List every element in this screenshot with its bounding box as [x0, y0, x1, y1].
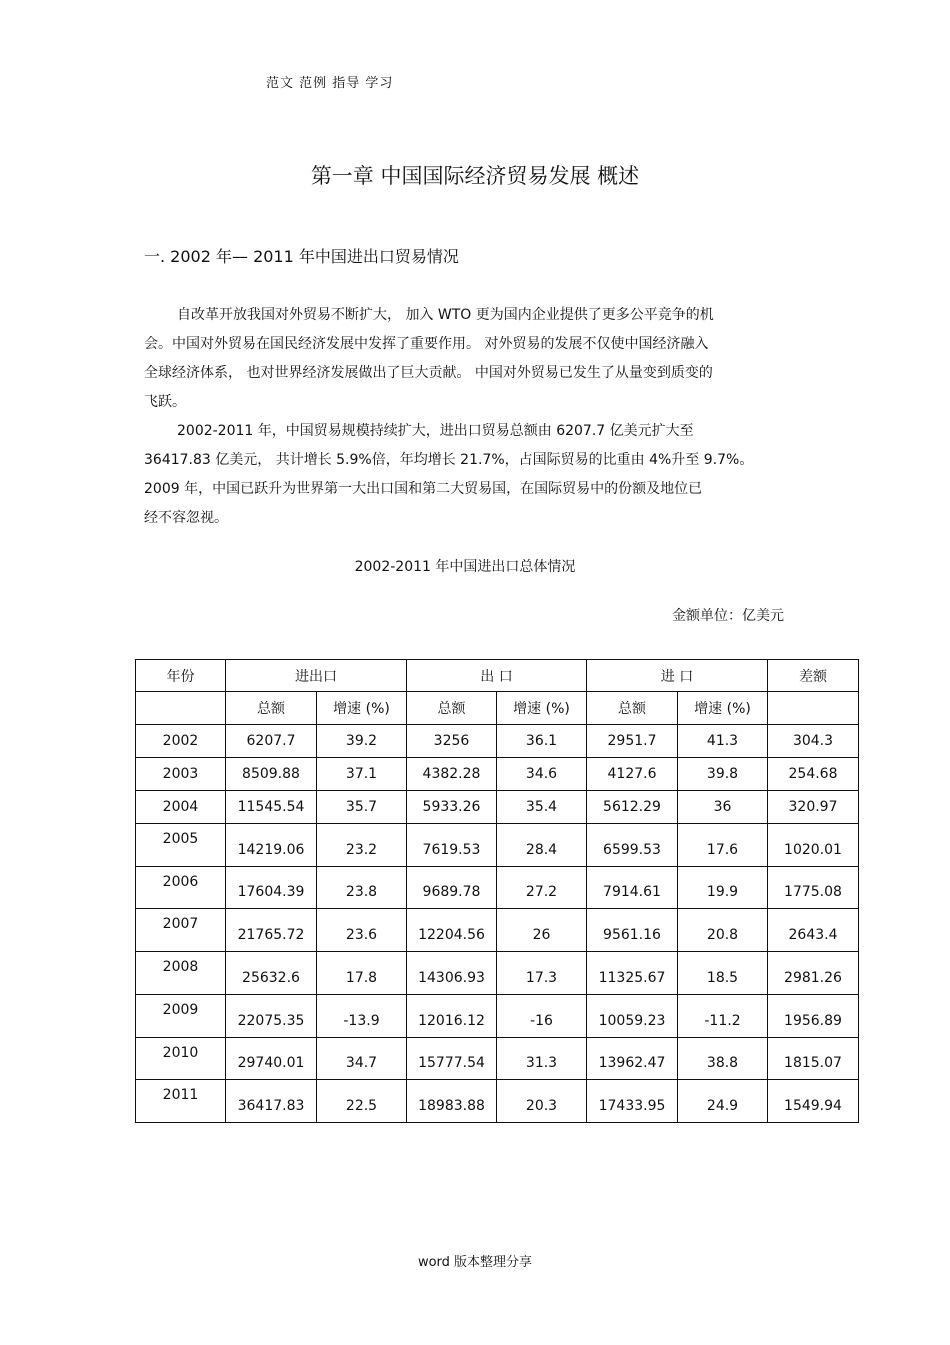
header-cell-total-trade: 进出口: [226, 660, 407, 692]
table-row: [136, 867, 859, 909]
year-cell: 2005: [136, 824, 226, 867]
sub-header-cell: 总额: [226, 692, 317, 725]
table-row: [136, 758, 859, 791]
section-heading: 一. 2002 年— 2011 年中国进出口贸易情况: [144, 247, 459, 266]
value-cell: 5612.29: [587, 791, 678, 824]
value-cell: 1549.94: [768, 1080, 859, 1123]
year-cell: 2004: [136, 791, 226, 824]
value-cell: 29740.01: [226, 1038, 317, 1080]
year-cell: 2002: [136, 725, 226, 758]
paragraph-line: 全球经济体系， 也对世界经济发展做出了巨大贡献。 中国对外贸易已发生了从量变到质变的: [144, 365, 713, 381]
value-cell: 14306.93: [407, 952, 497, 995]
year-cell: 2011: [136, 1080, 226, 1123]
table-caption: 2002-2011 年中国进出口总体情况: [354, 559, 576, 575]
value-cell: 34.6: [497, 758, 587, 791]
value-cell: 1956.89: [768, 995, 859, 1038]
value-cell: 41.3: [678, 725, 768, 758]
value-cell: 37.1: [317, 758, 407, 791]
value-cell: 35.4: [497, 791, 587, 824]
value-cell: 35.7: [317, 791, 407, 824]
paragraph-line: 2002-2011 年，中国贸易规模持续扩大，进出口贸易总额由 6207.7 亿美元扩大至: [177, 423, 694, 439]
value-cell: 17.3: [497, 952, 587, 995]
trade-table: [135, 659, 859, 1123]
value-cell: 12016.12: [407, 995, 497, 1038]
table-row: [136, 952, 859, 995]
value-cell: 27.2: [497, 867, 587, 909]
paragraph-line: 飞跃。: [144, 394, 186, 410]
value-cell: 1775.08: [768, 867, 859, 909]
table-row: [136, 1080, 859, 1123]
table-row: [136, 995, 859, 1038]
value-cell: -16: [497, 995, 587, 1038]
chapter-title: 第一章 中国国际经济贸易发展 概述: [310, 164, 640, 188]
value-cell: 2981.26: [768, 952, 859, 995]
year-cell: 2007: [136, 909, 226, 952]
value-cell: 24.9: [678, 1080, 768, 1123]
sub-header-cell: [136, 692, 226, 725]
value-cell: 11325.67: [587, 952, 678, 995]
table-group-header-row: [136, 660, 859, 692]
value-cell: 2643.4: [768, 909, 859, 952]
year-cell: 2009: [136, 995, 226, 1038]
value-cell: 36.1: [497, 725, 587, 758]
value-cell: 17604.39: [226, 867, 317, 909]
table-row: [136, 909, 859, 952]
sub-header-cell: 增速 (%): [497, 692, 587, 725]
sub-header-cell: [768, 692, 859, 725]
paragraph-line: 会。中国对外贸易在国民经济发展中发挥了重要作用。 对外贸易的发展不仅使中国经济融入: [144, 336, 709, 352]
page-header: 范文 范例 指导 学习: [266, 76, 394, 91]
value-cell: 18.5: [678, 952, 768, 995]
value-cell: 23.6: [317, 909, 407, 952]
value-cell: 4127.6: [587, 758, 678, 791]
header-cell-export: 出 口: [407, 660, 587, 692]
value-cell: 12204.56: [407, 909, 497, 952]
value-cell: 3256: [407, 725, 497, 758]
value-cell: 1020.01: [768, 824, 859, 867]
value-cell: 38.8: [678, 1038, 768, 1080]
value-cell: 9689.78: [407, 867, 497, 909]
value-cell: 22075.35: [226, 995, 317, 1038]
unit-label: 金额单位：亿美元: [672, 608, 784, 624]
sub-header-cell: 增速 (%): [317, 692, 407, 725]
page-footer: word 版本整理分享: [417, 1255, 533, 1270]
value-cell: 13962.47: [587, 1038, 678, 1080]
value-cell: 25632.6: [226, 952, 317, 995]
value-cell: 23.8: [317, 867, 407, 909]
table-sub-header-row: [136, 692, 859, 725]
paragraph-2: [144, 417, 814, 533]
value-cell: -13.9: [317, 995, 407, 1038]
value-cell: 320.97: [768, 791, 859, 824]
header-cell-year: 年份: [136, 660, 226, 692]
value-cell: 36417.83: [226, 1080, 317, 1123]
value-cell: 17.6: [678, 824, 768, 867]
header-cell-import: 进 口: [587, 660, 768, 692]
table-row: [136, 824, 859, 867]
sub-header-cell: 总额: [587, 692, 678, 725]
value-cell: 304.3: [768, 725, 859, 758]
header-cell-balance: 差额: [768, 660, 859, 692]
value-cell: 34.7: [317, 1038, 407, 1080]
value-cell: 20.3: [497, 1080, 587, 1123]
paragraph-line: 经不容忽视。: [144, 510, 228, 526]
value-cell: 6599.53: [587, 824, 678, 867]
value-cell: 18983.88: [407, 1080, 497, 1123]
value-cell: 28.4: [497, 824, 587, 867]
paragraph-line: 2009 年，中国已跃升为世界第一大出口国和第二大贸易国，在国际贸易中的份额及地位已: [144, 481, 703, 497]
value-cell: 19.9: [678, 867, 768, 909]
value-cell: 6207.7: [226, 725, 317, 758]
table-row: [136, 791, 859, 824]
value-cell: 26: [497, 909, 587, 952]
value-cell: 8509.88: [226, 758, 317, 791]
value-cell: 39.8: [678, 758, 768, 791]
value-cell: 14219.06: [226, 824, 317, 867]
value-cell: 5933.26: [407, 791, 497, 824]
value-cell: 11545.54: [226, 791, 317, 824]
value-cell: 10059.23: [587, 995, 678, 1038]
value-cell: 39.2: [317, 725, 407, 758]
value-cell: 1815.07: [768, 1038, 859, 1080]
year-cell: 2003: [136, 758, 226, 791]
value-cell: 22.5: [317, 1080, 407, 1123]
value-cell: 36: [678, 791, 768, 824]
value-cell: 20.8: [678, 909, 768, 952]
year-cell: 2006: [136, 867, 226, 909]
value-cell: 7914.61: [587, 867, 678, 909]
sub-header-cell: 增速 (%): [678, 692, 768, 725]
value-cell: 17.8: [317, 952, 407, 995]
value-cell: 2951.7: [587, 725, 678, 758]
value-cell: 23.2: [317, 824, 407, 867]
paragraph-1: [144, 301, 814, 417]
table-row: [136, 1038, 859, 1080]
value-cell: 15777.54: [407, 1038, 497, 1080]
paragraph-line: 自改革开放我国对外贸易不断扩大， 加入 WTO 更为国内企业提供了更多公平竞争的机: [177, 307, 714, 323]
paragraph-line: 36417.83 亿美元， 共计增长 5.9%倍，年均增长 21.7%，占国际贸易的比重由 4%升至 9.7%。: [144, 452, 754, 468]
value-cell: 31.3: [497, 1038, 587, 1080]
table-row: [136, 725, 859, 758]
value-cell: 7619.53: [407, 824, 497, 867]
value-cell: 17433.95: [587, 1080, 678, 1123]
value-cell: -11.2: [678, 995, 768, 1038]
value-cell: 9561.16: [587, 909, 678, 952]
sub-header-cell: 总额: [407, 692, 497, 725]
value-cell: 4382.28: [407, 758, 497, 791]
year-cell: 2010: [136, 1038, 226, 1080]
value-cell: 254.68: [768, 758, 859, 791]
value-cell: 21765.72: [226, 909, 317, 952]
year-cell: 2008: [136, 952, 226, 995]
